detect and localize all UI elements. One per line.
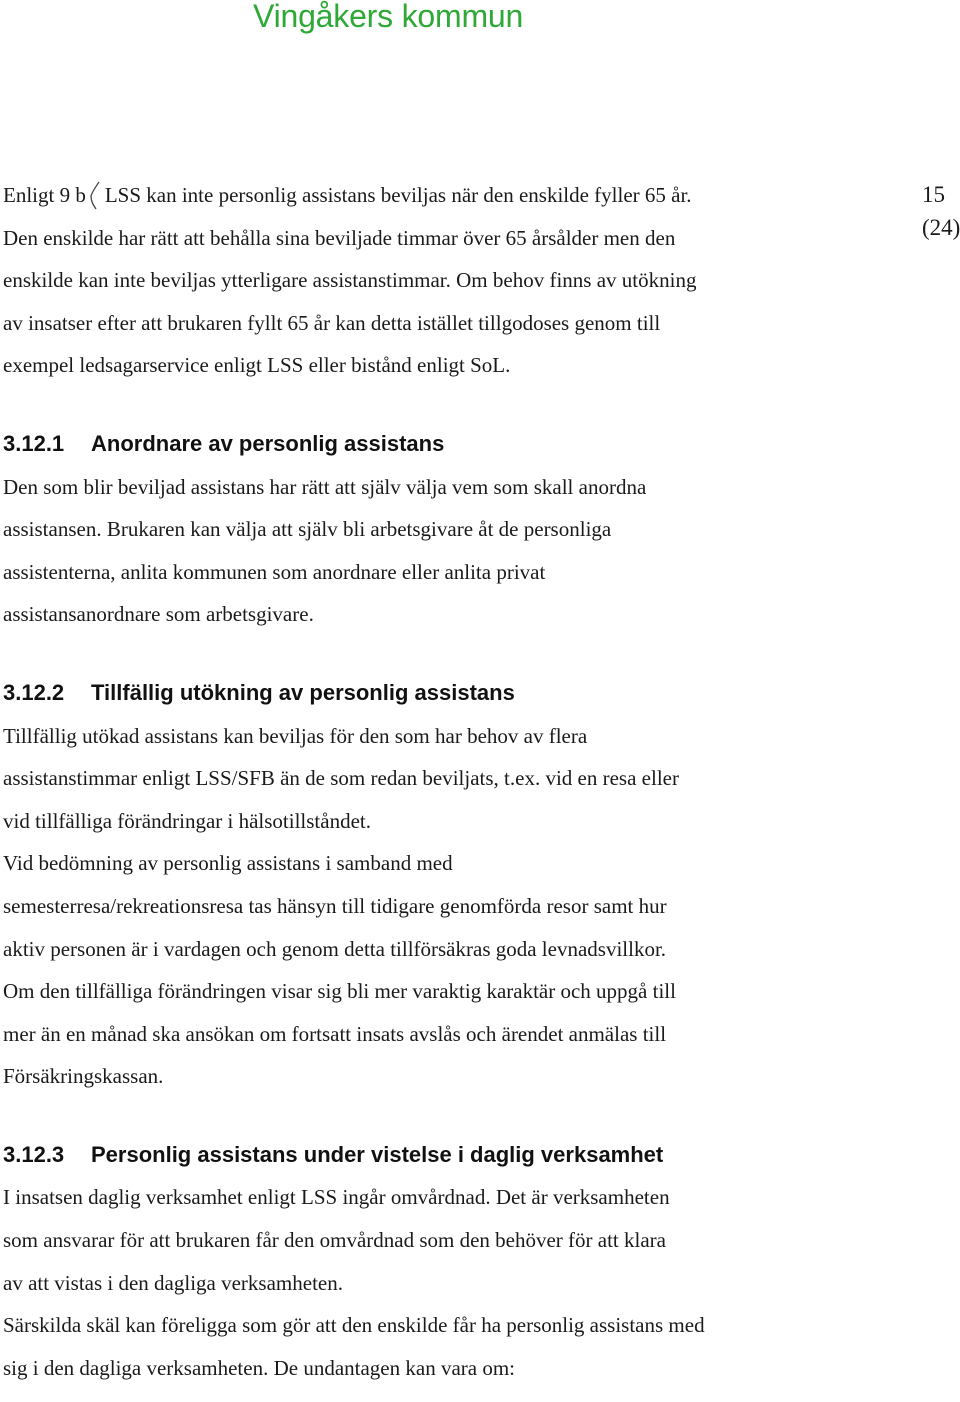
section-heading [3, 1134, 883, 1177]
intro-line: enskilde kan inte beviljas ytterligare assistanstimmar. Om behov finns av utökning [3, 268, 697, 293]
paragraph-line: aktiv personen är i vardagen och genom detta tillförsäkras goda levnadsvillkor. [3, 936, 667, 961]
organization-name: Vingåkers kommun [253, 0, 524, 34]
paragraph-line: Särskilda skäl kan föreligga som gör att den enskilde får ha personlig assistans med [3, 1313, 705, 1338]
paragraph-line: semesterresa/rekreationsresa tas hänsyn till tidigare genomförda resor samt hur [3, 893, 667, 918]
section-number: 3.12.2 [3, 679, 65, 705]
section-heading [3, 423, 883, 466]
section-title: Personlig assistans under vistelse i daglig verksamhet [91, 1141, 664, 1167]
paragraph-line: som ansvarar för att brukaren får den omvårdnad som den behöver för att klara [3, 1228, 666, 1253]
paragraph-line: Försäkringskassan. [3, 1064, 164, 1089]
intro-line: av insatser efter att brukaren fyllt 65 år kan detta istället tillgodoses genom till [3, 310, 661, 335]
document-body [3, 174, 883, 1389]
section-number: 3.12.1 [3, 430, 65, 456]
paragraph-line: assistansen. Brukaren kan välja att själv bli arbetsgivare åt de personliga [3, 517, 612, 542]
section-title: Anordnare av personlig assistans [91, 430, 445, 456]
intro-line: exempel ledsagarservice enligt LSS eller bistånd enligt SoL. [3, 353, 511, 378]
paragraph-line: sig i den dagliga verksamheten. De undantagen kan vara om: [3, 1355, 515, 1380]
paragraph-line: av att vistas i den dagliga verksamheten. [3, 1270, 343, 1295]
intro-line: Den enskilde har rätt att behålla sina beviljade timmar över 65 årsålder men den [3, 225, 676, 250]
paragraph-line: vid tillfälliga förändringar i hälsotillståndet. [3, 808, 371, 833]
section-sign-glyph-icon [90, 180, 101, 210]
section-number: 3.12.3 [3, 1141, 65, 1167]
paragraph-line: assistanstimmar enligt LSS/SFB än de som redan beviljats, t.ex. vid en resa eller [3, 766, 679, 791]
intro-line [3, 174, 883, 217]
paragraph-line: mer än en månad ska ansökan om fortsatt insats avslås och ärendet anmälas till [3, 1021, 667, 1046]
paragraph-line: Den som blir beviljad assistans har rätt att själv välja vem som skall anordna [3, 474, 647, 499]
paragraph-line: Tillfällig utökad assistans kan beviljas för den som har behov av flera [3, 723, 588, 748]
paragraph-line: Om den tillfälliga förändringen visar sig bli mer varaktig karaktär och uppgå till [3, 979, 676, 1004]
page-number-total: (24) [922, 215, 960, 240]
paragraph-line: assistansanordnare som arbetsgivare. [3, 602, 314, 627]
paragraph-line: I insatsen daglig verksamhet enligt LSS ingår omvårdnad. Det är verksamheten [3, 1185, 670, 1210]
paragraph-line: assistenterna, anlita kommunen som anordnare eller anlita privat [3, 559, 546, 584]
intro-prefix: Enligt 9 b [3, 183, 86, 207]
paragraph-line: Vid bedömning av personlig assistans i samband med [3, 851, 453, 876]
section-heading [3, 672, 883, 715]
page-number [922, 178, 960, 240]
section-title: Tillfällig utökning av personlig assistans [91, 679, 515, 705]
intro-line-text: LSS kan inte personlig assistans beviljas när den enskilde fyller 65 år. [104, 183, 692, 207]
page-number-current: 15 [922, 182, 945, 207]
